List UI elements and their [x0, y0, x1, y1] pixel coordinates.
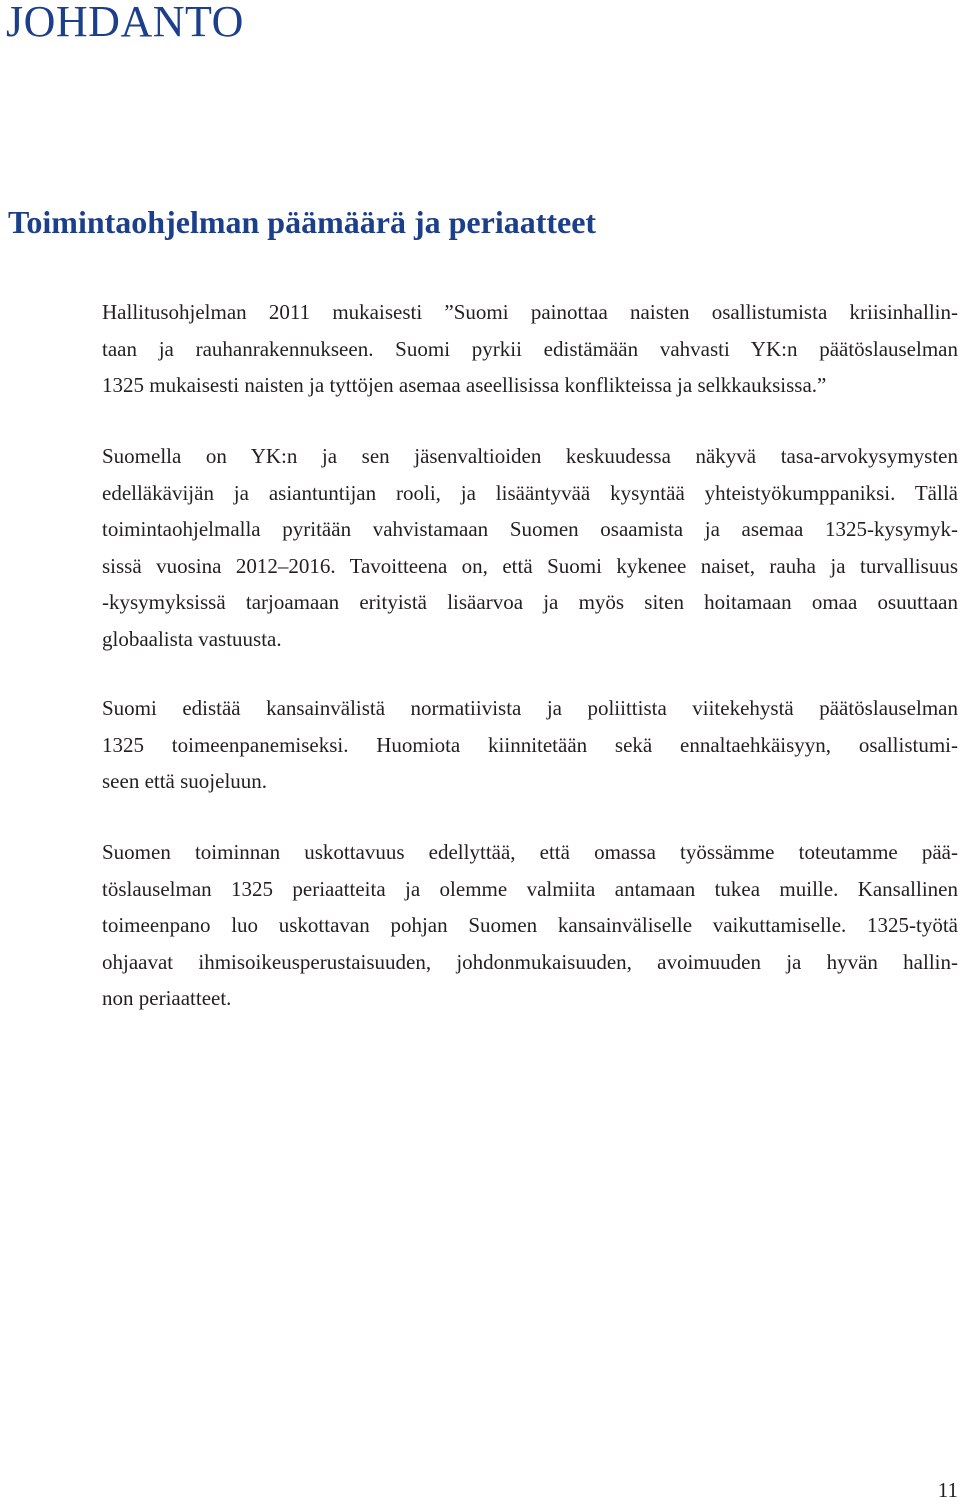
paragraph-line: non periaatteet. [102, 986, 232, 1010]
paragraph-line: globaalista vastuusta. [102, 626, 282, 651]
paragraph-line: ohjaavat ihmisoikeusperustaisuuden, johdonmukaisuuden, avoimuuden ja hyvän hallin- [102, 949, 958, 974]
paragraph-role [102, 438, 958, 657]
paragraph-framework [102, 690, 958, 800]
paragraph-line: toimeenpano luo uskottavan pohjan Suomen kansainväliselle vaikuttamiselle. 1325-työtä [102, 913, 958, 937]
paragraph-line: 1325 mukaisesti naisten ja tyttöjen asemaa aseellisissa konflikteissa ja selkkauksissa.” [102, 373, 827, 397]
paragraph-goal-intro [102, 294, 958, 404]
paragraph-line: Suomen toiminnan uskottavuus edellyttää, että omassa työssämme toteutamme pää- [102, 840, 958, 864]
chapter-title: JOHDANTO [6, 0, 244, 46]
paragraph-line: seen että suojeluun. [102, 769, 268, 793]
paragraph-line: Suomella on YK:n ja sen jäsenvaltioiden keskuudessa näkyvä tasa-arvokysymysten [102, 444, 958, 468]
paragraph-line: sissä vuosina 2012–2016. Tavoitteena on, että Suomi kykenee naiset, rauha ja turvallisuus [102, 553, 958, 578]
paragraph-line: taan ja rauhanrakennukseen. Suomi pyrkii edistämään vahvasti YK:n päätöslauselman [102, 336, 958, 361]
paragraph-line: 1325 toimeenpanemiseksi. Huomiota kiinnitetään sekä ennaltaehkäisyyn, osallistumi- [102, 732, 958, 757]
paragraph-line: Suomi edistää kansainvälistä normatiivista ja poliittista viitekehystä päätöslauselman [102, 696, 958, 720]
paragraph-credibility [102, 834, 958, 1017]
section-title: Toimintaohjelman päämäärä ja periaatteet [8, 204, 597, 240]
page-number: 11 [937, 1478, 958, 1502]
paragraph-line: Hallitusohjelman 2011 mukaisesti ”Suomi painottaa naisten osallistumista kriisinhallin- [102, 300, 958, 324]
paragraph-line: toimintaohjelmalla pyritään vahvistamaan Suomen osaamista ja asemaa 1325-kysymyk- [102, 517, 958, 541]
paragraph-line: -kysymyksissä tarjoamaan erityistä lisäarvoa ja myös siten hoitamaan omaa osuuttaan [102, 590, 958, 614]
paragraph-line: töslauselman 1325 periaatteita ja olemme valmiita antamaan tukea muille. Kansallinen [102, 876, 958, 901]
paragraph-line: edelläkävijän ja asiantuntijan rooli, ja lisääntyvää kysyntää yhteistyökumppaniksi. Tällä [102, 480, 958, 505]
